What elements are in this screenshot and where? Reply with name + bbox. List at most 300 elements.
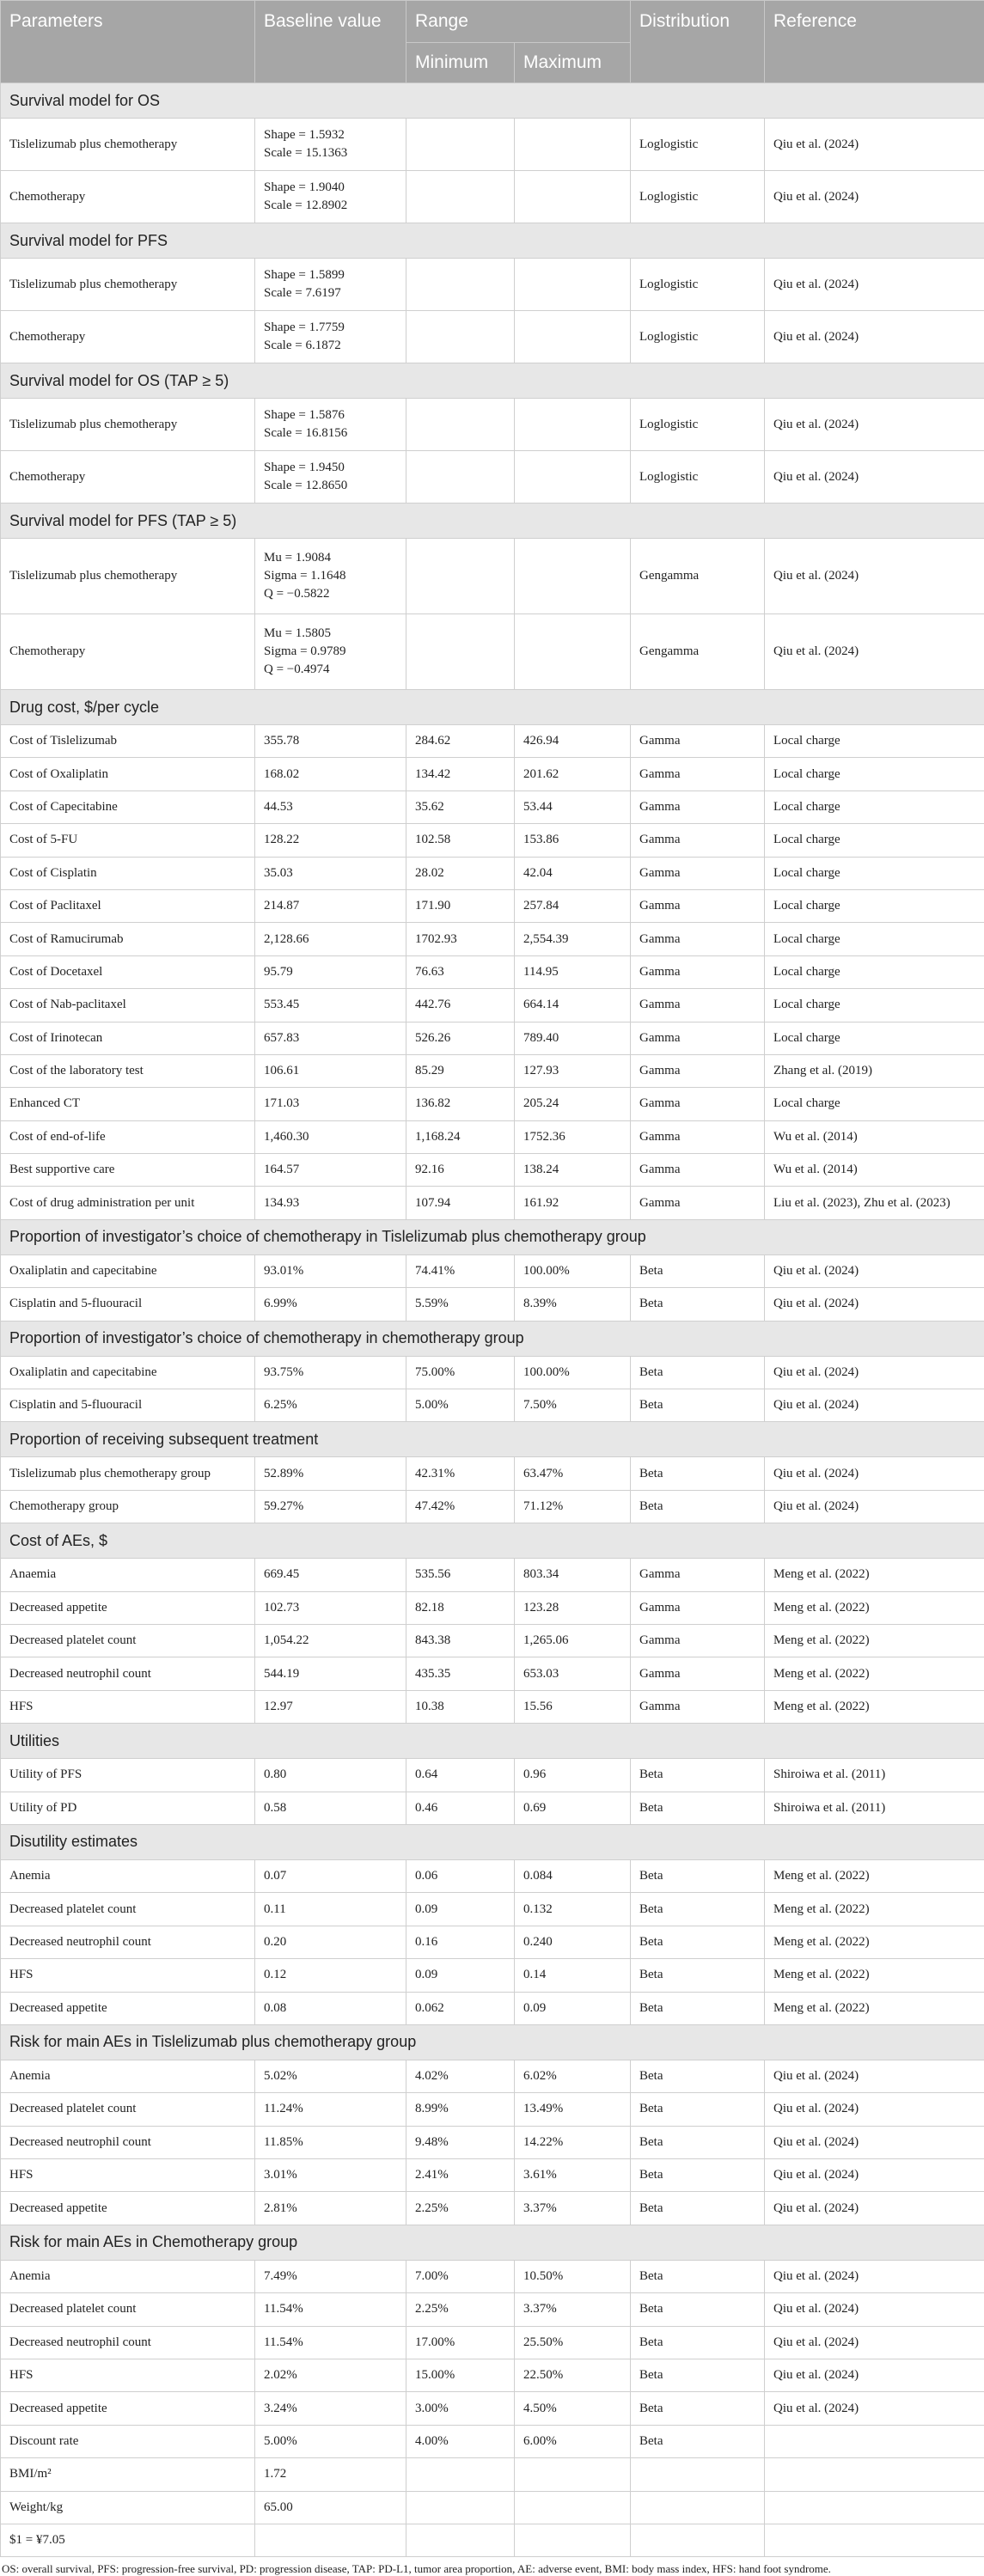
cell-baseline: 11.54%	[255, 2326, 406, 2359]
cell-reference: Qiu et al. (2024)	[765, 1254, 984, 1287]
cell-minimum: 4.00%	[406, 2425, 515, 2457]
cell-distribution: Beta	[631, 1457, 765, 1490]
cell-maximum: 6.00%	[515, 2425, 631, 2457]
cell-parameter: Decreased appetite	[1, 1992, 255, 2024]
section-title: Risk for main AEs in Tislelizumab plus chemotherapy group	[1, 2024, 984, 2060]
cell-parameter: Chemotherapy group	[1, 1490, 255, 1523]
cell-parameter: HFS	[1, 2359, 255, 2392]
cell-maximum: 0.69	[515, 1792, 631, 1824]
cell-parameter: Cost of Capecitabine	[1, 791, 255, 823]
cell-baseline: 0.58	[255, 1792, 406, 1824]
cell-reference: Shiroiwa et al. (2011)	[765, 1759, 984, 1792]
cell-reference: Meng et al. (2022)	[765, 1559, 984, 1591]
table-row	[1, 1959, 984, 1992]
cell-reference: Qiu et al. (2024)	[765, 399, 984, 451]
cell-baseline: 35.03	[255, 857, 406, 889]
cell-reference	[765, 2425, 984, 2457]
cell-minimum: 442.76	[406, 989, 515, 1022]
cell-distribution: Beta	[631, 2192, 765, 2225]
cell-parameter: Cisplatin and 5-fluouracil	[1, 1288, 255, 1321]
cell-maximum	[515, 614, 631, 690]
table-row	[1, 2392, 984, 2425]
cell-parameter: Cost of end-of-life	[1, 1120, 255, 1153]
cell-parameter: Tislelizumab plus chemotherapy	[1, 119, 255, 171]
cell-baseline: 0.12	[255, 1959, 406, 1992]
cell-reference	[765, 2524, 984, 2556]
cell-baseline: 59.27%	[255, 1490, 406, 1523]
cell-parameter: Cost of the laboratory test	[1, 1054, 255, 1087]
cell-minimum: 843.38	[406, 1624, 515, 1657]
table-footnote: OS: overall survival, PFS: progression-free survival, PD: progression disease, TAP: PD-L1, tumor area proportion, AE: adverse event, BMI: body mass index, HFS: hand foot syndrome.	[0, 2557, 984, 2576]
header-minimum: Minimum	[406, 43, 515, 83]
table-row	[1, 451, 984, 504]
cell-baseline: 11.24%	[255, 2093, 406, 2126]
header-maximum: Maximum	[515, 43, 631, 83]
cell-distribution	[631, 2458, 765, 2491]
cell-reference: Local charge	[765, 758, 984, 791]
cell-distribution: Gamma	[631, 1022, 765, 1054]
cell-minimum: 15.00%	[406, 2359, 515, 2392]
cell-parameter: Best supportive care	[1, 1154, 255, 1187]
cell-minimum: 171.90	[406, 889, 515, 922]
cell-maximum	[515, 451, 631, 504]
cell-baseline: Shape = 1.7759 Scale = 6.1872	[255, 311, 406, 363]
cell-reference: Qiu et al. (2024)	[765, 2093, 984, 2126]
cell-reference: Wu et al. (2014)	[765, 1120, 984, 1153]
cell-baseline: 95.79	[255, 955, 406, 988]
table-row	[1, 311, 984, 363]
cell-distribution: Loglogistic	[631, 119, 765, 171]
section-header	[1, 504, 984, 539]
table-row	[1, 1859, 984, 1892]
table-row	[1, 1893, 984, 1926]
cell-maximum: 13.49%	[515, 2093, 631, 2126]
cell-baseline: 93.75%	[255, 1356, 406, 1389]
section-title: Survival model for OS (TAP ≥ 5)	[1, 363, 984, 399]
cell-maximum: 664.14	[515, 989, 631, 1022]
cell-baseline: 5.02%	[255, 2060, 406, 2092]
cell-distribution: Gamma	[631, 1657, 765, 1690]
table-body	[1, 83, 984, 2557]
cell-baseline: 168.02	[255, 758, 406, 791]
cell-baseline: 0.11	[255, 1893, 406, 1926]
cell-maximum: 803.34	[515, 1559, 631, 1591]
cell-minimum: 0.09	[406, 1893, 515, 1926]
cell-maximum: 7.50%	[515, 1389, 631, 1422]
cell-reference: Qiu et al. (2024)	[765, 2192, 984, 2225]
cell-parameter: Decreased appetite	[1, 2192, 255, 2225]
section-title: Utilities	[1, 1724, 984, 1759]
cell-minimum: 0.46	[406, 1792, 515, 1824]
section-title: Drug cost, $/per cycle	[1, 690, 984, 725]
cell-reference: Qiu et al. (2024)	[765, 2060, 984, 2092]
table-row	[1, 119, 984, 171]
cell-maximum: 0.240	[515, 1926, 631, 1958]
cell-baseline: 11.85%	[255, 2126, 406, 2158]
cell-minimum: 2.25%	[406, 2192, 515, 2225]
cell-parameter: Cisplatin and 5-fluouracil	[1, 1389, 255, 1422]
section-header	[1, 83, 984, 119]
table-row	[1, 955, 984, 988]
cell-maximum: 1752.36	[515, 1120, 631, 1153]
cell-baseline: 2.02%	[255, 2359, 406, 2392]
cell-maximum: 14.22%	[515, 2126, 631, 2158]
cell-maximum: 205.24	[515, 1088, 631, 1120]
cell-parameter: Decreased platelet count	[1, 1893, 255, 1926]
cell-parameter: Anemia	[1, 2260, 255, 2292]
cell-baseline: Mu = 1.5805 Sigma = 0.9789 Q = −0.4974	[255, 614, 406, 690]
cell-parameter: Utility of PD	[1, 1792, 255, 1824]
cell-distribution	[631, 2524, 765, 2556]
cell-minimum: 5.59%	[406, 1288, 515, 1321]
header-baseline: Baseline value	[255, 1, 406, 83]
cell-reference: Meng et al. (2022)	[765, 1690, 984, 1723]
cell-distribution: Gamma	[631, 1088, 765, 1120]
cell-reference: Qiu et al. (2024)	[765, 1389, 984, 1422]
cell-maximum	[515, 539, 631, 614]
cell-maximum: 426.94	[515, 725, 631, 758]
section-title: Proportion of receiving subsequent treatment	[1, 1422, 984, 1457]
section-title: Survival model for PFS	[1, 223, 984, 259]
cell-minimum	[406, 171, 515, 223]
cell-maximum: 3.37%	[515, 2293, 631, 2326]
cell-distribution: Beta	[631, 2359, 765, 2392]
cell-parameter: HFS	[1, 2159, 255, 2192]
cell-minimum: 92.16	[406, 1154, 515, 1187]
table-row	[1, 2093, 984, 2126]
cell-minimum: 526.26	[406, 1022, 515, 1054]
cell-minimum: 284.62	[406, 725, 515, 758]
table-row	[1, 1254, 984, 1287]
table-row	[1, 1992, 984, 2024]
cell-distribution: Gamma	[631, 1559, 765, 1591]
cell-parameter: $1 = ¥7.05	[1, 2524, 255, 2556]
cell-distribution: Beta	[631, 2260, 765, 2292]
cell-reference	[765, 2491, 984, 2524]
cell-baseline: 6.99%	[255, 1288, 406, 1321]
table-row	[1, 1559, 984, 1591]
cell-parameter: Oxaliplatin and capecitabine	[1, 1356, 255, 1389]
cell-reference: Qiu et al. (2024)	[765, 2260, 984, 2292]
cell-parameter: Chemotherapy	[1, 171, 255, 223]
table-row	[1, 259, 984, 311]
cell-parameter: HFS	[1, 1690, 255, 1723]
cell-parameter: Cost of Paclitaxel	[1, 889, 255, 922]
cell-reference: Local charge	[765, 955, 984, 988]
section-header	[1, 1824, 984, 1859]
cell-reference: Local charge	[765, 1088, 984, 1120]
cell-distribution: Beta	[631, 2425, 765, 2457]
table-row	[1, 1690, 984, 1723]
cell-minimum: 7.00%	[406, 2260, 515, 2292]
table-row	[1, 1759, 984, 1792]
header-range: Range	[406, 1, 631, 43]
table-row	[1, 889, 984, 922]
cell-parameter: Decreased appetite	[1, 1591, 255, 1624]
table-row	[1, 1120, 984, 1153]
cell-distribution: Gamma	[631, 889, 765, 922]
cell-parameter: Cost of Tislelizumab	[1, 725, 255, 758]
cell-reference: Meng et al. (2022)	[765, 1926, 984, 1958]
cell-parameter: Chemotherapy	[1, 311, 255, 363]
cell-maximum: 8.39%	[515, 1288, 631, 1321]
table-row	[1, 2425, 984, 2457]
cell-reference: Meng et al. (2022)	[765, 1859, 984, 1892]
section-title: Risk for main AEs in Chemotherapy group	[1, 2225, 984, 2260]
cell-reference: Qiu et al. (2024)	[765, 2293, 984, 2326]
cell-distribution: Gamma	[631, 1624, 765, 1657]
cell-minimum	[406, 311, 515, 363]
table-row	[1, 171, 984, 223]
cell-minimum: 0.64	[406, 1759, 515, 1792]
cell-minimum: 435.35	[406, 1657, 515, 1690]
cell-maximum: 3.37%	[515, 2192, 631, 2225]
cell-maximum	[515, 2491, 631, 2524]
cell-reference: Qiu et al. (2024)	[765, 614, 984, 690]
cell-distribution: Gamma	[631, 1154, 765, 1187]
cell-maximum	[515, 171, 631, 223]
cell-baseline: 102.73	[255, 1591, 406, 1624]
table-row	[1, 923, 984, 955]
cell-minimum	[406, 2524, 515, 2556]
cell-maximum	[515, 311, 631, 363]
cell-distribution: Gamma	[631, 1591, 765, 1624]
table-row	[1, 1457, 984, 1490]
cell-parameter: Decreased neutrophil count	[1, 2326, 255, 2359]
cell-baseline: 164.57	[255, 1154, 406, 1187]
cell-distribution: Gamma	[631, 989, 765, 1022]
cell-parameter: Tislelizumab plus chemotherapy group	[1, 1457, 255, 1490]
table-row	[1, 1022, 984, 1054]
cell-maximum: 161.92	[515, 1187, 631, 1219]
cell-parameter: Discount rate	[1, 2425, 255, 2457]
table-row	[1, 725, 984, 758]
cell-minimum: 10.38	[406, 1690, 515, 1723]
cell-distribution: Beta	[631, 1490, 765, 1523]
cell-minimum: 2.25%	[406, 2293, 515, 2326]
cell-baseline: 1.72	[255, 2458, 406, 2491]
cell-minimum: 134.42	[406, 758, 515, 791]
cell-distribution: Gamma	[631, 1120, 765, 1153]
table-row	[1, 539, 984, 614]
cell-reference: Meng et al. (2022)	[765, 1657, 984, 1690]
table-header	[1, 1, 984, 83]
cell-maximum: 0.132	[515, 1893, 631, 1926]
cell-maximum: 123.28	[515, 1591, 631, 1624]
cell-minimum: 35.62	[406, 791, 515, 823]
cell-maximum	[515, 2458, 631, 2491]
cell-minimum: 9.48%	[406, 2126, 515, 2158]
cell-minimum: 4.02%	[406, 2060, 515, 2092]
table-row	[1, 791, 984, 823]
cell-minimum: 82.18	[406, 1591, 515, 1624]
cell-distribution: Loglogistic	[631, 311, 765, 363]
cell-maximum: 114.95	[515, 955, 631, 988]
cell-reference: Local charge	[765, 1022, 984, 1054]
section-title: Survival model for PFS (TAP ≥ 5)	[1, 504, 984, 539]
table-row	[1, 2491, 984, 2524]
cell-minimum: 47.42%	[406, 1490, 515, 1523]
section-header	[1, 1724, 984, 1759]
cell-maximum: 0.09	[515, 1992, 631, 2024]
cell-reference: Qiu et al. (2024)	[765, 119, 984, 171]
cell-maximum: 22.50%	[515, 2359, 631, 2392]
cell-baseline: 669.45	[255, 1559, 406, 1591]
table-row	[1, 1389, 984, 1422]
table-row	[1, 614, 984, 690]
cell-baseline: 0.80	[255, 1759, 406, 1792]
cell-parameter: Anemia	[1, 1859, 255, 1892]
cell-parameter: Tislelizumab plus chemotherapy	[1, 259, 255, 311]
cell-maximum: 15.56	[515, 1690, 631, 1723]
cell-maximum: 127.93	[515, 1054, 631, 1087]
cell-reference: Shiroiwa et al. (2011)	[765, 1792, 984, 1824]
cell-maximum: 3.61%	[515, 2159, 631, 2192]
cell-reference: Meng et al. (2022)	[765, 1591, 984, 1624]
cell-minimum: 42.31%	[406, 1457, 515, 1490]
cell-minimum: 17.00%	[406, 2326, 515, 2359]
cell-minimum: 0.16	[406, 1926, 515, 1958]
cell-reference: Qiu et al. (2024)	[765, 171, 984, 223]
cell-minimum: 1702.93	[406, 923, 515, 955]
section-header	[1, 690, 984, 725]
cell-distribution: Beta	[631, 2293, 765, 2326]
cell-distribution: Beta	[631, 2392, 765, 2425]
cell-distribution: Gamma	[631, 791, 765, 823]
cell-baseline: 52.89%	[255, 1457, 406, 1490]
cell-maximum: 6.02%	[515, 2060, 631, 2092]
cell-distribution: Gamma	[631, 758, 765, 791]
cell-reference: Local charge	[765, 857, 984, 889]
cell-maximum: 4.50%	[515, 2392, 631, 2425]
table-row	[1, 2060, 984, 2092]
table-row	[1, 2524, 984, 2556]
table-row	[1, 2293, 984, 2326]
header-parameters: Parameters	[1, 1, 255, 83]
cell-distribution: Gamma	[631, 923, 765, 955]
cell-reference: Qiu et al. (2024)	[765, 259, 984, 311]
cell-distribution: Beta	[631, 1959, 765, 1992]
cell-reference: Qiu et al. (2024)	[765, 539, 984, 614]
cell-minimum: 136.82	[406, 1088, 515, 1120]
cell-distribution: Beta	[631, 1288, 765, 1321]
cell-maximum: 0.96	[515, 1759, 631, 1792]
cell-parameter: Chemotherapy	[1, 614, 255, 690]
cell-distribution: Beta	[631, 1792, 765, 1824]
cell-reference: Qiu et al. (2024)	[765, 2359, 984, 2392]
cell-reference: Meng et al. (2022)	[765, 1624, 984, 1657]
cell-parameter: HFS	[1, 1959, 255, 1992]
cell-baseline: Shape = 1.9040 Scale = 12.8902	[255, 171, 406, 223]
cell-reference: Meng et al. (2022)	[765, 1959, 984, 1992]
table-row	[1, 1657, 984, 1690]
cell-parameter: Decreased platelet count	[1, 2093, 255, 2126]
cell-maximum: 789.40	[515, 1022, 631, 1054]
section-header	[1, 1321, 984, 1356]
cell-parameter: Weight/kg	[1, 2491, 255, 2524]
cell-minimum	[406, 2458, 515, 2491]
cell-parameter: Cost of Cisplatin	[1, 857, 255, 889]
section-title: Proportion of investigator’s choice of chemotherapy in chemotherapy group	[1, 1321, 984, 1356]
cell-minimum: 74.41%	[406, 1254, 515, 1287]
table-row	[1, 2192, 984, 2225]
cell-minimum: 75.00%	[406, 1356, 515, 1389]
cell-baseline: 657.83	[255, 1022, 406, 1054]
table-row	[1, 857, 984, 889]
cell-baseline: Mu = 1.9084 Sigma = 1.1648 Q = −0.5822	[255, 539, 406, 614]
table-row	[1, 2159, 984, 2192]
cell-reference: Meng et al. (2022)	[765, 1992, 984, 2024]
cell-reference: Qiu et al. (2024)	[765, 2126, 984, 2158]
cell-minimum	[406, 614, 515, 690]
cell-baseline: 0.20	[255, 1926, 406, 1958]
section-title: Cost of AEs, $	[1, 1523, 984, 1559]
cell-baseline: Shape = 1.5899 Scale = 7.6197	[255, 259, 406, 311]
cell-minimum: 0.09	[406, 1959, 515, 1992]
cell-minimum	[406, 119, 515, 171]
cell-distribution: Beta	[631, 1992, 765, 2024]
cell-parameter: Cost of Irinotecan	[1, 1022, 255, 1054]
cell-parameter: Cost of Oxaliplatin	[1, 758, 255, 791]
cell-baseline: Shape = 1.5932 Scale = 15.1363	[255, 119, 406, 171]
cell-maximum: 0.084	[515, 1859, 631, 1892]
cell-reference: Local charge	[765, 791, 984, 823]
cell-baseline: 11.54%	[255, 2293, 406, 2326]
section-header	[1, 2225, 984, 2260]
cell-baseline: 171.03	[255, 1088, 406, 1120]
cell-distribution: Beta	[631, 1893, 765, 1926]
cell-reference: Local charge	[765, 824, 984, 857]
cell-baseline: 44.53	[255, 791, 406, 823]
cell-baseline: 214.87	[255, 889, 406, 922]
cell-maximum: 2,554.39	[515, 923, 631, 955]
table-row	[1, 758, 984, 791]
cell-parameter: Decreased appetite	[1, 2392, 255, 2425]
table-row	[1, 2326, 984, 2359]
cell-baseline: 2.81%	[255, 2192, 406, 2225]
cell-minimum	[406, 539, 515, 614]
cell-maximum	[515, 119, 631, 171]
cell-minimum	[406, 2491, 515, 2524]
cell-maximum: 100.00%	[515, 1356, 631, 1389]
cell-parameter: Cost of 5-FU	[1, 824, 255, 857]
cell-reference: Qiu et al. (2024)	[765, 1288, 984, 1321]
cell-maximum	[515, 399, 631, 451]
table-row	[1, 1591, 984, 1624]
cell-parameter: BMI/m²	[1, 2458, 255, 2491]
cell-maximum: 53.44	[515, 791, 631, 823]
cell-baseline: 1,054.22	[255, 1624, 406, 1657]
cell-minimum: 102.58	[406, 824, 515, 857]
cell-reference: Qiu et al. (2024)	[765, 451, 984, 504]
cell-parameter: Utility of PFS	[1, 1759, 255, 1792]
cell-maximum: 100.00%	[515, 1254, 631, 1287]
section-header	[1, 363, 984, 399]
cell-reference: Wu et al. (2014)	[765, 1154, 984, 1187]
cell-distribution: Beta	[631, 2126, 765, 2158]
table-row	[1, 1926, 984, 1958]
cell-baseline: Shape = 1.9450 Scale = 12.8650	[255, 451, 406, 504]
cell-parameter: Cost of Docetaxel	[1, 955, 255, 988]
cell-baseline: Shape = 1.5876 Scale = 16.8156	[255, 399, 406, 451]
cell-minimum: 8.99%	[406, 2093, 515, 2126]
cell-minimum: 0.062	[406, 1992, 515, 2024]
cell-parameter: Decreased neutrophil count	[1, 1657, 255, 1690]
cell-baseline: 0.07	[255, 1859, 406, 1892]
section-header	[1, 1219, 984, 1254]
cell-distribution: Gengamma	[631, 539, 765, 614]
cell-reference	[765, 2458, 984, 2491]
